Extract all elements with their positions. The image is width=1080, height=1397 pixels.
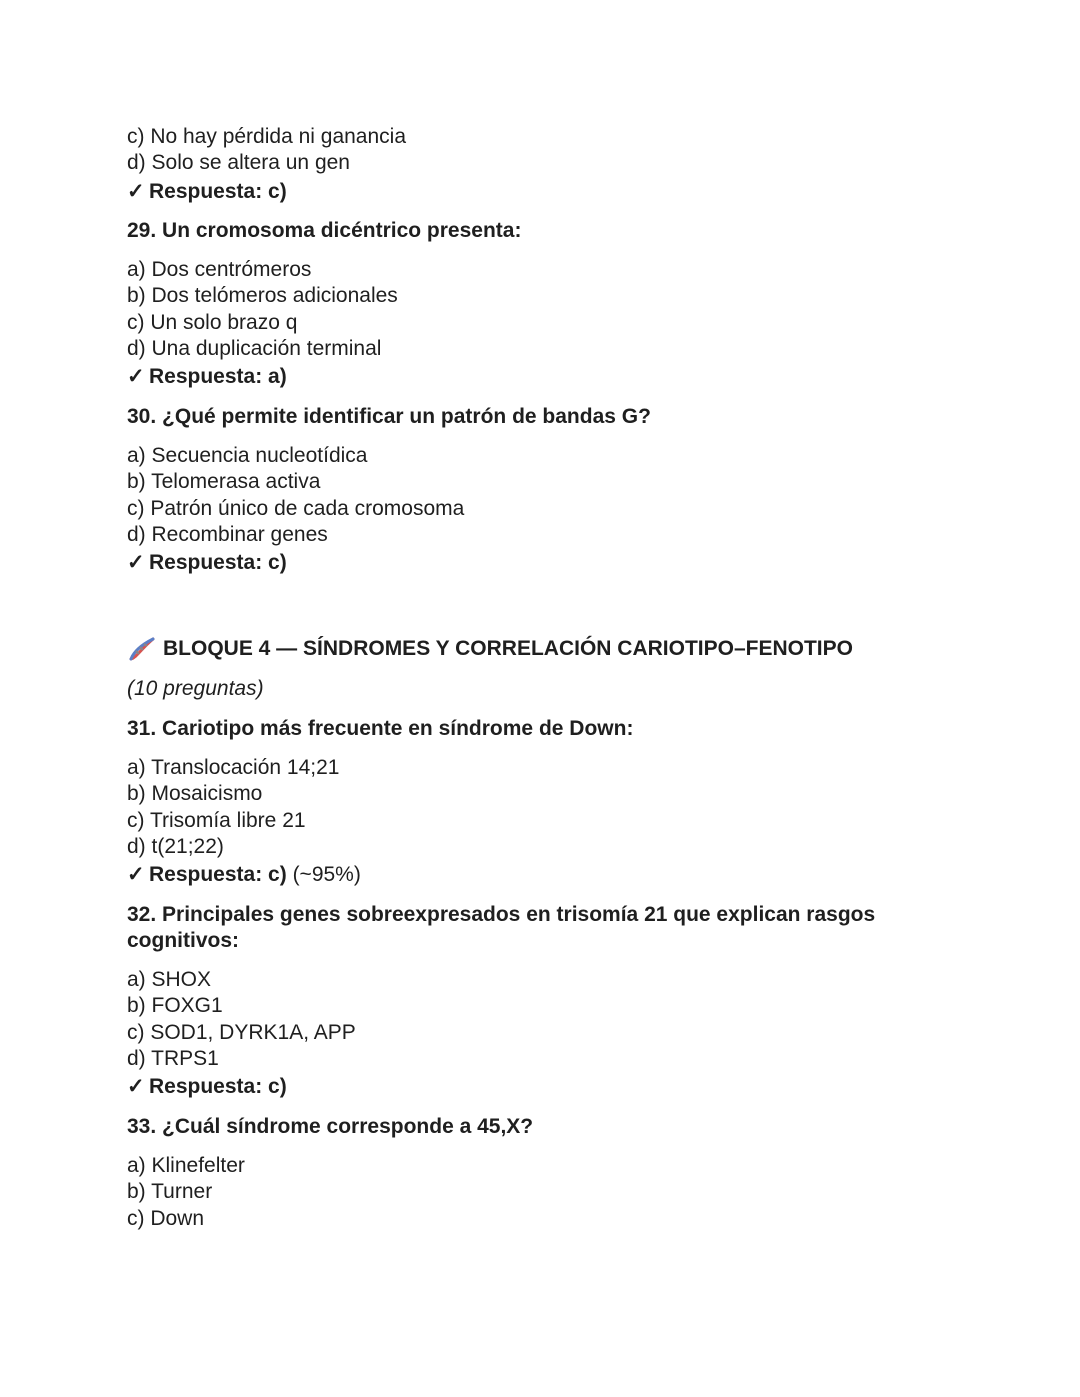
option-b: b) FOXG1: [127, 994, 223, 1018]
option-d: d) Una duplicación terminal: [127, 337, 382, 361]
check-icon: ✓: [127, 179, 145, 203]
option-c: c) Trisomía libre 21: [127, 808, 306, 832]
document-page: [127, 124, 957, 1232]
question-31: [127, 716, 957, 889]
question-title: 31. Cariotipo más frecuente en síndrome de Down:: [127, 716, 634, 740]
option-c: c) Down: [127, 1206, 205, 1230]
option-d: d) Recombinar genes: [127, 522, 328, 546]
answer-label: Respuesta: c): [149, 863, 287, 887]
question-29: [127, 218, 957, 391]
option-a: a) Klinefelter: [127, 1153, 245, 1177]
option-a: a) Secuencia nucleotídica: [127, 443, 368, 467]
block-title: BLOQUE 4 — SÍNDROMES Y CORRELACIÓN CARIOTIPO–FENOTIPO: [163, 637, 853, 661]
answer-line: [127, 550, 957, 576]
question-30: [127, 404, 957, 577]
answer-line: [127, 862, 957, 888]
check-icon: ✓: [127, 863, 145, 887]
option-d: d) TRPS1: [127, 1047, 219, 1071]
answer-label: Respuesta: a): [149, 365, 287, 389]
answer-line: [127, 179, 957, 205]
option-c: c) No hay pérdida ni ganancia: [127, 125, 407, 148]
option-c: c) SOD1, DYRK1A, APP: [127, 1020, 356, 1044]
option-b: b) Dos telómeros adicionales: [127, 284, 398, 308]
option-c: c) Patrón único de cada cromosoma: [127, 496, 465, 520]
question-title: 29. Un cromosoma dicéntrico presenta:: [127, 218, 522, 242]
block-subtitle: (10 preguntas): [127, 677, 264, 701]
option-d: d) t(21;22): [127, 834, 224, 858]
question-title: 30. ¿Qué permite identificar un patrón de bandas G?: [127, 404, 651, 428]
check-icon: ✓: [127, 1075, 145, 1099]
question-title: 33. ¿Cuál síndrome corresponde a 45,X?: [127, 1114, 534, 1138]
answer-line: [127, 1074, 957, 1100]
answer-label: Respuesta: c): [149, 179, 287, 203]
option-d: d) Solo se altera un gen: [127, 151, 350, 175]
block-4-heading: [127, 634, 957, 664]
question-28-options: [127, 124, 957, 205]
check-icon: ✓: [127, 365, 145, 389]
answer-label: Respuesta: c): [149, 1075, 287, 1099]
option-a: a) SHOX: [127, 968, 212, 992]
option-c: c) Un solo brazo q: [127, 310, 298, 334]
option-b: b) Mosaicismo: [127, 782, 263, 806]
question-32: [127, 902, 957, 1101]
option-a: a) Dos centrómeros: [127, 258, 312, 282]
question-title: 32. Principales genes sobreexpresados en trisomía 21 que explican rasgos cognitivos:: [127, 902, 876, 952]
option-a: a) Translocación 14;21: [127, 756, 340, 780]
option-b: b) Turner: [127, 1180, 213, 1204]
answer-note: (~95%): [292, 863, 361, 887]
answer-label: Respuesta: c): [149, 551, 287, 575]
check-icon: ✓: [127, 551, 145, 575]
answer-line: [127, 364, 957, 390]
dna-icon: [127, 635, 157, 663]
option-b: b) Telomerasa activa: [127, 470, 321, 494]
question-33: [127, 1114, 957, 1232]
